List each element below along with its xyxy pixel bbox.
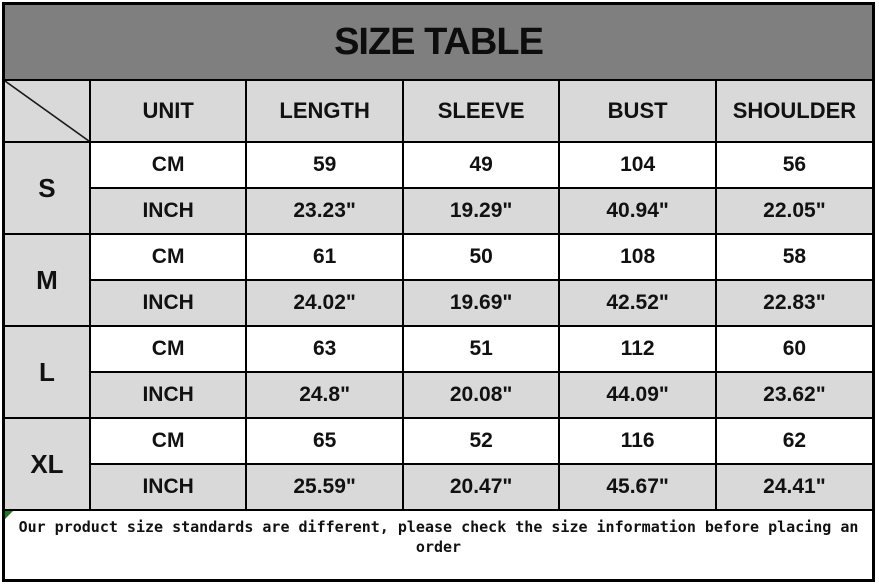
value-cell: 108 [559, 234, 716, 280]
value-cell: 22.05" [716, 188, 874, 234]
diagonal-line-icon [5, 81, 89, 141]
unit-cell: CM [90, 234, 247, 280]
value-cell: 23.62" [716, 372, 874, 418]
value-cell: 42.52" [559, 280, 716, 326]
value-cell: 23.23" [246, 188, 403, 234]
value-cell: 61 [246, 234, 403, 280]
value-cell: 49 [403, 142, 560, 188]
value-cell: 22.83" [716, 280, 874, 326]
value-cell: 65 [246, 418, 403, 464]
unit-cell: INCH [90, 464, 247, 510]
value-cell: 20.08" [403, 372, 560, 418]
value-cell: 59 [246, 142, 403, 188]
table-row-s-cm [4, 142, 874, 188]
value-cell: 58 [716, 234, 874, 280]
value-cell: 63 [246, 326, 403, 372]
value-cell: 19.29" [403, 188, 560, 234]
footer-row [4, 510, 874, 581]
cell-error-marker-icon [5, 511, 13, 519]
title-row [4, 4, 874, 81]
table-row-m-cm [4, 234, 874, 280]
page-title: SIZE TABLE [4, 4, 874, 81]
column-header-bust: BUST [559, 80, 716, 142]
value-cell: 24.02" [246, 280, 403, 326]
value-cell: 44.09" [559, 372, 716, 418]
value-cell: 20.47" [403, 464, 560, 510]
value-cell: 24.8" [246, 372, 403, 418]
value-cell: 56 [716, 142, 874, 188]
table-row-xl-cm [4, 418, 874, 464]
column-header-unit: UNIT [90, 80, 247, 142]
value-cell: 50 [403, 234, 560, 280]
value-cell: 25.59" [246, 464, 403, 510]
size-table [2, 2, 875, 582]
table-row-s-inch [4, 188, 874, 234]
size-label-m: M [4, 234, 90, 326]
column-header-row [4, 80, 874, 142]
value-cell: 104 [559, 142, 716, 188]
value-cell: 52 [403, 418, 560, 464]
table-row-xl-inch [4, 464, 874, 510]
value-cell: 112 [559, 326, 716, 372]
table-row-l-inch [4, 372, 874, 418]
unit-cell: INCH [90, 280, 247, 326]
value-cell: 45.67" [559, 464, 716, 510]
value-cell: 51 [403, 326, 560, 372]
table-row-m-inch [4, 280, 874, 326]
unit-cell: CM [90, 142, 247, 188]
footer-note-text: Our product size standards are different, please check the size information before placing an order [18, 518, 859, 556]
diagonal-corner-cell [4, 80, 90, 142]
size-label-s: S [4, 142, 90, 234]
column-header-sleeve: SLEEVE [403, 80, 560, 142]
footer-note-cell [4, 510, 874, 581]
table-row-l-cm [4, 326, 874, 372]
unit-cell: CM [90, 326, 247, 372]
size-label-xl: XL [4, 418, 90, 510]
value-cell: 60 [716, 326, 874, 372]
column-header-length: LENGTH [246, 80, 403, 142]
value-cell: 24.41" [716, 464, 874, 510]
value-cell: 19.69" [403, 280, 560, 326]
unit-cell: INCH [90, 372, 247, 418]
unit-cell: INCH [90, 188, 247, 234]
unit-cell: CM [90, 418, 247, 464]
size-label-l: L [4, 326, 90, 418]
value-cell: 62 [716, 418, 874, 464]
column-header-shoulder: SHOULDER [716, 80, 874, 142]
value-cell: 116 [559, 418, 716, 464]
value-cell: 40.94" [559, 188, 716, 234]
